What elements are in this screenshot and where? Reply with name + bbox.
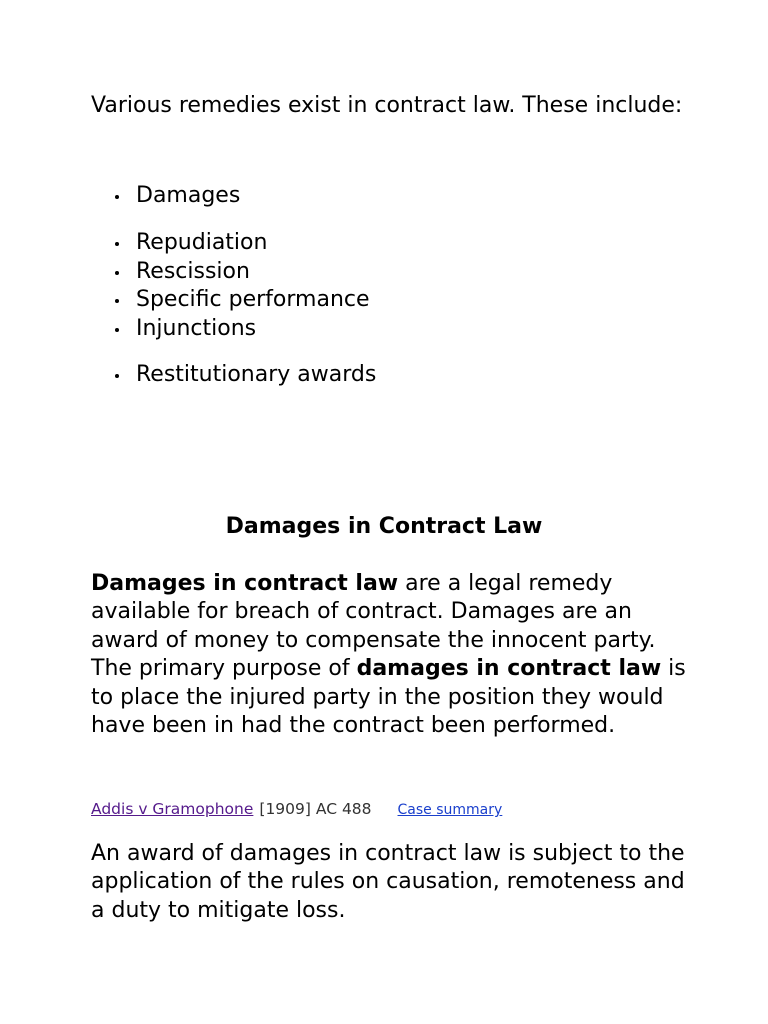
remedies-list-group-2 [91, 229, 691, 343]
remedy-item-repudiation: Repudiation [91, 229, 691, 258]
damages-rules-paragraph: An award of damages in contract law is subject to the application of the rules on causation, remoteness and a duty to mitigate loss. [91, 841, 685, 923]
remedy-item-specific-performance: Specific performance [91, 286, 691, 315]
intro-paragraph: Various remedies exist in contract law. These include: [91, 93, 683, 118]
remedy-item-restitutionary-awards: Restitutionary awards [91, 361, 691, 390]
case-reference: [1909] AC 488 [259, 800, 372, 818]
case-name-link[interactable]: Addis v Gramophone [91, 800, 254, 818]
case-citation [91, 798, 502, 821]
paragraph-1-text-1: are a legal remedy available for breach of contract. Damages are an award of money to compensate the innocent party. The primary purpose of [91, 571, 656, 682]
damages-definition-paragraph [91, 570, 691, 740]
bold-term-1: Damages in contract law [91, 571, 399, 596]
bold-term-2: damages in contract law [356, 656, 662, 682]
section-heading: Damages in Contract Law [225, 514, 543, 539]
paragraph-1-text-2: is to place the injured party in the position they would have been in had the contract been performed. [91, 656, 686, 739]
remedies-list-group-3 [91, 361, 691, 390]
remedies-list-group-1 [91, 182, 691, 211]
remedy-item-rescission: Rescission [91, 258, 691, 287]
remedy-item-injunctions: Injunctions [91, 315, 691, 344]
remedy-item-damages: Damages [91, 182, 691, 211]
case-summary-link[interactable]: Case summary [397, 802, 503, 818]
